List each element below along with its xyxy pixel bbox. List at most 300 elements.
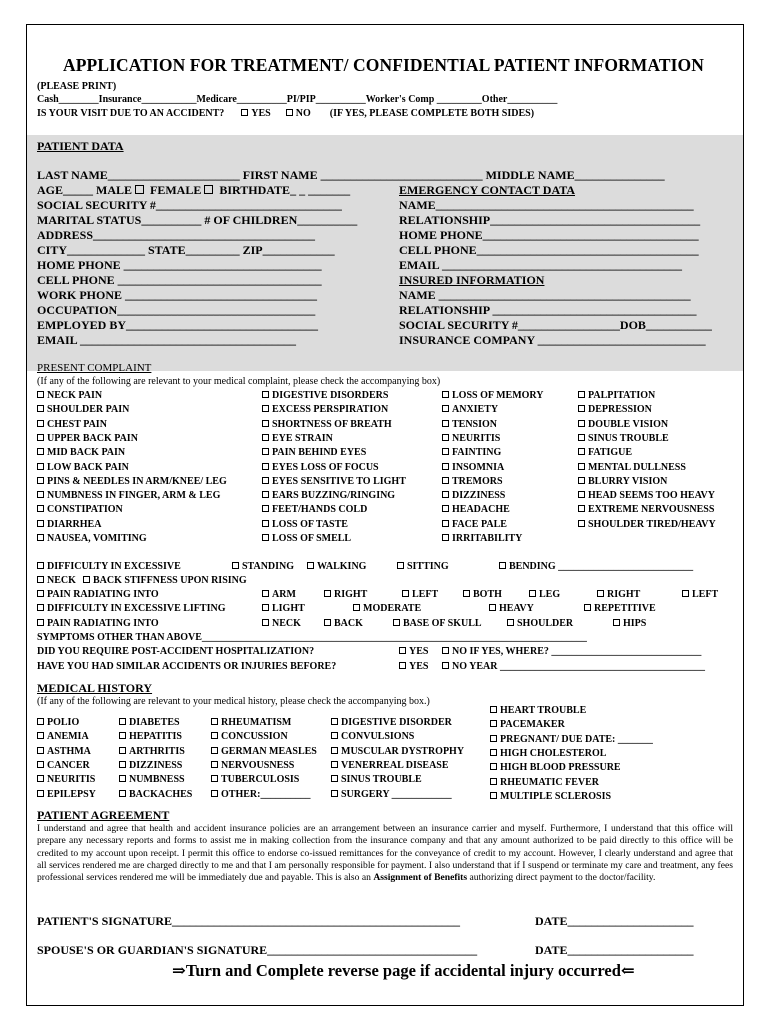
patient-field[interactable]: OCCUPATION_________________________________ [37,303,316,317]
difficulty-item[interactable] [397,561,449,572]
complaint-item-checkbox[interactable] [442,420,449,427]
history-item[interactable] [119,717,180,728]
hospitalization-yes[interactable] [399,646,428,657]
history-item-checkbox[interactable] [211,732,218,739]
history-item[interactable] [37,731,89,742]
history-item[interactable] [119,760,182,771]
complaint-item-label: FATIGUE [588,447,633,459]
complaint-item-label: DIZZINESS [452,490,506,502]
radiating-neck-back-item-checkbox[interactable] [393,619,400,626]
emergency-field[interactable]: HOME PHONE____________________________________ [399,228,699,242]
history-item-checkbox[interactable] [37,718,44,725]
history-item-checkbox[interactable] [119,761,126,768]
history-item-label: NUMBNESS [129,774,185,786]
male-checkbox[interactable] [135,185,144,194]
similar-injury-yes[interactable] [399,661,428,672]
radiating-arm-leg-item[interactable] [463,589,502,600]
complaint-item[interactable] [578,504,714,515]
radiating-arm-leg-item[interactable] [37,589,159,600]
complaint-item-checkbox[interactable] [262,491,269,498]
history-item[interactable] [211,746,317,757]
difficulty-item-label: DIFFICULTY IN EXCESSIVE [47,561,181,572]
emergency-contact-header: EMERGENCY CONTACT DATA [399,183,576,197]
history-item-checkbox[interactable] [119,732,126,739]
radiating-arm-leg-item-checkbox[interactable] [324,590,331,597]
insured-field[interactable]: SOCIAL SECURITY #_________________DOB___________ [399,318,712,332]
radiating-arm-leg-item-label: LEFT [412,589,439,600]
lifting-item[interactable] [489,603,534,614]
complaint-item-checkbox[interactable] [578,448,585,455]
difficulty-item-label: WALKING [317,561,367,572]
payment-type-line[interactable]: Cash________Insurance___________Medicare__________PI/PIP__________Worker's Comp _________Other__________ [37,94,558,105]
radiating-neck-back-item[interactable] [613,618,646,629]
complaint-item[interactable] [262,419,392,430]
history-item[interactable] [119,746,185,757]
difficulty-item[interactable] [307,561,366,572]
complaint-item-checkbox[interactable] [37,505,44,512]
birthdate-field[interactable]: BIRTHDATE_ _ _______ [219,183,351,197]
hospitalization-yes-checkbox[interactable] [399,647,406,654]
complaint-item-label: CONSTIPATION [47,504,123,516]
complaint-item-label: PALPITATION [588,390,656,401]
lifting-item-label: MODERATE [363,603,422,614]
complaint-item[interactable] [578,390,655,401]
radiating-arm-leg-item-label: LEFT [692,589,719,600]
history-item-label: CONVULSIONS [341,731,415,743]
complaint-item-checkbox[interactable] [578,391,585,398]
history-item-checkbox[interactable] [37,761,44,768]
radiating-arm-leg-item-checkbox[interactable] [402,590,409,597]
complaint-item-label: DIGESTIVE DISORDERS [272,390,389,401]
complaint-item-checkbox[interactable] [578,505,585,512]
similar-injury-no[interactable] [442,661,705,672]
patient-date-field[interactable]: DATE_____________________ [535,914,694,928]
radiating-arm-leg-item-checkbox[interactable] [37,590,44,597]
lifting-item-label: LIGHT [272,603,305,614]
complaint-item-checkbox[interactable] [442,505,449,512]
history-item[interactable] [490,762,621,773]
history-item-label: RHEUMATISM [221,717,292,728]
complaint-item-checkbox[interactable] [262,520,269,527]
radiating-neck-back-item[interactable] [324,618,363,629]
complaint-item[interactable] [578,476,667,487]
complaint-item[interactable] [262,447,366,458]
complaint-item[interactable] [442,533,522,544]
history-item-checkbox[interactable] [211,775,218,782]
history-item[interactable] [37,717,79,728]
guardian-signature-field[interactable]: SPOUSE'S OR GUARDIAN'S SIGNATURE___________________________________ [37,943,478,957]
complaint-item-checkbox[interactable] [37,491,44,498]
complaint-item-checkbox[interactable] [442,434,449,441]
complaint-item[interactable] [37,433,138,444]
complaint-item-checkbox[interactable] [37,448,44,455]
difficulty-item[interactable] [232,561,294,572]
insured-field[interactable]: NAME __________________________________________ [399,288,691,302]
radiating-arm-leg-item-label: BOTH [473,589,502,600]
complaint-item-label: LOSS OF TASTE [272,518,348,530]
history-item[interactable] [119,789,192,800]
lifting-item-label: REPETITIVE [594,603,656,614]
insured-field[interactable]: INSURANCE COMPANY ____________________________ [399,333,706,347]
patient-field[interactable]: CITY_____________ STATE_________ ZIP____________ [37,243,335,257]
complaint-item[interactable] [37,404,129,415]
complaint-item-checkbox[interactable] [262,534,269,541]
similar-injury-no-checkbox[interactable] [442,662,449,669]
complaint-item[interactable] [578,490,715,501]
neck-stiffness-checkbox[interactable] [37,576,44,583]
neck-stiffness[interactable] [37,575,76,586]
history-item-checkbox[interactable] [119,790,126,797]
complaint-item-label: TREMORS [452,475,503,487]
insured-field[interactable]: RELATIONSHIP __________________________________ [399,303,697,317]
complaint-item[interactable] [578,404,652,415]
radiating-neck-back-item-label: BACK [334,618,363,629]
complaint-item-label: EXTREME NERVOUSNESS [588,504,715,516]
radiating-arm-leg-item-checkbox[interactable] [529,590,536,597]
history-item-checkbox[interactable] [490,778,497,785]
radiating-neck-back-item-label: BASE OF SKULL [403,618,482,629]
complaint-item-checkbox[interactable] [262,463,269,470]
history-item-checkbox[interactable] [119,747,126,754]
history-item[interactable] [490,734,653,745]
history-item-checkbox[interactable] [211,790,218,797]
history-item[interactable] [119,774,185,785]
radiating-neck-back-item-checkbox[interactable] [613,619,620,626]
radiating-neck-back-item-checkbox[interactable] [262,619,269,626]
history-item[interactable] [119,731,182,742]
emergency-field[interactable]: NAME___________________________________________ [399,198,694,212]
complaint-item[interactable] [262,433,333,444]
history-item-checkbox[interactable] [37,775,44,782]
history-item-checkbox[interactable] [490,735,497,742]
complaint-item-label: EYE STRAIN [272,432,333,444]
complaint-item[interactable] [37,490,220,501]
radiating-arm-leg-item-label: ARM [272,589,296,600]
history-item[interactable] [490,748,606,759]
history-item[interactable] [37,789,96,800]
history-item-checkbox[interactable] [211,747,218,754]
complaint-item-checkbox[interactable] [442,405,449,412]
complaint-item-checkbox[interactable] [37,520,44,527]
name-row[interactable]: LAST NAME______________________ FIRST NAME ___________________________ MIDDLE NAME_______________ [37,168,665,182]
history-item-label: TUBERCULOSIS [221,774,300,786]
difficulty-item-checkbox[interactable] [232,562,239,569]
history-item-checkbox[interactable] [211,718,218,725]
arrow-left-icon: ⇐ [620,961,635,980]
difficulty-item-checkbox[interactable] [307,562,314,569]
medical-history-header: MEDICAL HISTORY [37,681,153,695]
history-item-checkbox[interactable] [211,761,218,768]
history-item-checkbox[interactable] [37,790,44,797]
age-row [37,183,350,198]
complaint-item-checkbox[interactable] [37,477,44,484]
history-item-label: DIZZINESS [129,759,183,771]
complaint-item-checkbox[interactable] [578,463,585,470]
history-item[interactable] [331,774,422,785]
complaint-item[interactable] [262,504,367,515]
complaint-item-checkbox[interactable] [262,505,269,512]
radiating-arm-leg-item[interactable] [597,589,640,600]
female-checkbox[interactable] [204,185,213,194]
history-item[interactable] [331,731,414,742]
history-item-checkbox[interactable] [331,747,338,754]
lifting-item[interactable] [262,603,305,614]
accident-yes-checkbox[interactable] [241,109,248,116]
patient-field[interactable]: CELL PHONE __________________________________ [37,273,322,287]
radiating-neck-back-item-checkbox[interactable] [324,619,331,626]
history-item-checkbox[interactable] [490,763,497,770]
difficulty-item-checkbox[interactable] [37,562,44,569]
radiating-arm-leg-item[interactable] [529,589,560,600]
lifting-item-checkbox[interactable] [584,604,591,611]
radiating-arm-leg-item-checkbox[interactable] [463,590,470,597]
patient-field[interactable]: EMAIL ____________________________________ [37,333,297,347]
complaint-item-label: BLURRY VISION [588,475,668,487]
history-item[interactable] [490,705,586,716]
complaint-item-label: HEADACHE [452,504,510,516]
lifting-item[interactable] [37,603,225,614]
complaint-item-checkbox[interactable] [442,391,449,398]
complaint-item-checkbox[interactable] [37,434,44,441]
complaint-item[interactable] [578,419,668,430]
radiating-arm-leg-item-label: RIGHT [334,589,368,600]
radiating-neck-back-item[interactable] [262,618,301,629]
complaint-item[interactable] [37,504,123,515]
patient-signature-field[interactable]: PATIENT'S SIGNATURE________________________________________________ [37,914,461,928]
complaint-item[interactable] [37,462,129,473]
complaint-item[interactable] [578,462,686,473]
complaint-item-checkbox[interactable] [578,520,585,527]
history-item[interactable] [211,774,299,785]
complaint-item[interactable] [578,433,669,444]
history-item[interactable] [37,746,91,757]
history-item[interactable] [331,760,449,771]
history-item-checkbox[interactable] [490,720,497,727]
history-item-checkbox[interactable] [37,732,44,739]
history-item[interactable] [490,791,611,802]
hospitalization-no[interactable] [442,646,701,657]
complaint-item-checkbox[interactable] [37,405,44,412]
history-item-checkbox[interactable] [119,775,126,782]
radiating-arm-leg-item-label: LEG [539,589,561,600]
complaint-item-label: LOSS OF MEMORY [452,390,544,401]
complaint-item[interactable] [262,519,348,530]
complaint-item-label: NECK PAIN [47,390,103,401]
complaint-item[interactable] [442,390,544,401]
radiating-arm-leg-item-checkbox[interactable] [597,590,604,597]
complaint-item-checkbox[interactable] [37,463,44,470]
history-item-checkbox[interactable] [119,718,126,725]
history-item[interactable] [211,717,291,728]
complaint-item-checkbox[interactable] [578,420,585,427]
back-stiffness-label: BACK STIFFNESS UPON RISING [93,575,247,586]
history-item[interactable] [211,760,294,771]
radiating-arm-leg-item-checkbox[interactable] [682,590,689,597]
complaint-item-label: MID BACK PAIN [47,447,126,459]
patient-field[interactable]: ADDRESS_____________________________________ [37,228,316,242]
emergency-field[interactable]: RELATIONSHIP___________________________________ [399,213,701,227]
accident-no-checkbox[interactable] [286,109,293,116]
lifting-item-checkbox[interactable] [353,604,360,611]
hospitalization-yes-label: YES [409,646,429,657]
patient-field[interactable]: WORK PHONE ________________________________ [37,288,318,302]
complaint-item[interactable] [37,533,147,544]
history-item[interactable] [490,719,565,730]
complaint-item-checkbox[interactable] [442,477,449,484]
agreement-text-part2: authorizing direct payment to the doctor/facility. [467,872,656,884]
history-item-checkbox[interactable] [490,706,497,713]
guardian-date-field[interactable]: DATE_____________________ [535,943,694,957]
radiating-neck-back-item[interactable] [507,618,573,629]
age-field[interactable]: AGE_____ MALE [37,183,133,197]
complaint-item[interactable] [442,476,503,487]
complaint-item-label: INSOMNIA [452,461,505,473]
history-item-checkbox[interactable] [331,775,338,782]
patient-field[interactable]: MARITAL STATUS__________ # OF CHILDREN__________ [37,213,358,227]
lifting-item-checkbox[interactable] [262,604,269,611]
reverse-page-text: Turn and Complete reverse page if accidental injury occurred [185,961,621,980]
complaint-item[interactable] [262,404,388,415]
history-item[interactable] [211,731,288,742]
difficulty-item-checkbox[interactable] [397,562,404,569]
complaint-item[interactable] [37,419,107,430]
complaint-item-checkbox[interactable] [442,520,449,527]
history-item-checkbox[interactable] [331,732,338,739]
complaint-item-label: ANXIETY [452,404,499,416]
complaint-item-checkbox[interactable] [442,448,449,455]
complaint-item-checkbox[interactable] [442,491,449,498]
complaint-item-label: HEAD SEEMS TOO HEAVY [588,490,715,502]
radiating-arm-leg-item-label: RIGHT [607,589,641,600]
radiating-arm-leg-item[interactable] [682,589,718,600]
complaint-item[interactable] [37,390,102,401]
back-stiffness-checkbox[interactable] [83,576,90,583]
complaint-item[interactable] [37,476,227,487]
complaint-item-checkbox[interactable] [262,391,269,398]
emergency-field[interactable]: CELL PHONE_____________________________________ [399,243,699,257]
complaint-item-label: SHORTNESS OF BREATH [272,418,392,430]
difficulty-item[interactable] [37,561,181,572]
complaint-item[interactable] [37,447,125,458]
complaint-item[interactable] [262,533,351,544]
complaint-item[interactable] [578,519,716,530]
back-stiffness[interactable] [83,575,247,586]
history-item-label: CONCUSSION [221,731,288,743]
complaint-item[interactable] [442,519,507,530]
lifting-item-checkbox[interactable] [37,604,44,611]
emergency-field[interactable]: EMAIL ________________________________________ [399,258,683,272]
complaint-item[interactable] [578,447,632,458]
complaint-item[interactable] [442,404,498,415]
complaint-item[interactable] [442,447,501,458]
complaint-item-checkbox[interactable] [37,534,44,541]
history-item-checkbox[interactable] [331,790,338,797]
complaint-item-checkbox[interactable] [37,391,44,398]
complaint-item[interactable] [442,490,505,501]
lifting-item-checkbox[interactable] [489,604,496,611]
similar-injury-no-label: NO YEAR _________________________________________ [452,661,705,672]
patient-field[interactable]: HOME PHONE _________________________________ [37,258,322,272]
lifting-item[interactable] [584,603,656,614]
radiating-neck-back-item[interactable] [393,618,482,629]
complaint-item[interactable] [442,433,500,444]
complaint-item-label: DEPRESSION [588,404,652,416]
radiating-neck-back-item[interactable] [37,618,159,629]
history-item-checkbox[interactable] [37,747,44,754]
complaint-item-label: SHOULDER TIRED/HEAVY [588,518,716,530]
radiating-arm-leg-item[interactable] [262,589,296,600]
complaint-item[interactable] [262,476,406,487]
complaint-item[interactable] [262,462,379,473]
history-item-label: EPILEPSY [47,788,96,800]
lifting-item[interactable] [353,603,421,614]
radiating-arm-leg-item[interactable] [324,589,367,600]
complaint-item-checkbox[interactable] [262,420,269,427]
similar-injury-yes-checkbox[interactable] [399,662,406,669]
complaint-item-label: IRRITABILITY [452,533,523,544]
radiating-neck-back-item-checkbox[interactable] [37,619,44,626]
complaint-item[interactable] [37,519,101,530]
complaint-item-checkbox[interactable] [578,491,585,498]
hospitalization-question: DID YOU REQUIRE POST-ACCIDENT HOSPITALIZATION? [37,646,315,657]
complaint-item-label: FAINTING [452,447,502,459]
complaint-item-checkbox[interactable] [262,434,269,441]
history-item[interactable] [331,746,464,757]
radiating-arm-leg-item[interactable] [402,589,438,600]
difficulty-item[interactable] [499,561,693,572]
history-item-label: MUSCULAR DYSTROPHY [341,745,465,757]
complaint-item[interactable] [262,490,395,501]
hospitalization-no-checkbox[interactable] [442,647,449,654]
history-item-label: OTHER:__________ [221,788,311,800]
complaint-item-checkbox[interactable] [37,420,44,427]
complaint-item-label: PINS & NEEDLES IN ARM/KNEE/ LEG [47,475,227,487]
radiating-neck-back-item-checkbox[interactable] [507,619,514,626]
complaint-item-checkbox[interactable] [262,405,269,412]
complaint-item[interactable] [442,504,510,515]
complaint-item-checkbox[interactable] [578,434,585,441]
history-item[interactable] [331,789,452,800]
complaint-item-checkbox[interactable] [262,477,269,484]
patient-field[interactable]: EMPLOYED BY________________________________ [37,318,319,332]
difficulty-item-checkbox[interactable] [499,562,506,569]
complaint-item[interactable] [262,390,388,401]
history-item-checkbox[interactable] [490,749,497,756]
history-item[interactable] [331,717,452,728]
complaint-item-checkbox[interactable] [442,534,449,541]
history-item[interactable] [37,774,95,785]
complaint-item-checkbox[interactable] [442,463,449,470]
history-item[interactable] [37,760,90,771]
history-item-label: HEPATITIS [129,731,182,743]
accident-question: IS YOUR VISIT DUE TO AN ACCIDENT? [37,108,225,119]
complaint-item-checkbox[interactable] [578,477,585,484]
history-item-checkbox[interactable] [331,761,338,768]
history-item[interactable] [211,789,310,800]
complaint-item[interactable] [442,419,497,430]
radiating-arm-leg-item-checkbox[interactable] [262,590,269,597]
history-item-checkbox[interactable] [331,718,338,725]
other-symptoms-field[interactable]: SYMPTOMS OTHER THAN ABOVE_____________________________________________________________________________ [37,632,587,643]
history-item-checkbox[interactable] [490,792,497,799]
complaint-item-checkbox[interactable] [578,405,585,412]
complaint-item[interactable] [442,462,504,473]
patient-field[interactable]: SOCIAL SECURITY #_______________________________ [37,198,342,212]
complaint-item-checkbox[interactable] [262,448,269,455]
history-item[interactable] [490,777,599,788]
present-complaint-header: PRESENT COMPLAINT [37,362,152,374]
history-item-label: HIGH CHOLESTEROL [500,747,607,759]
